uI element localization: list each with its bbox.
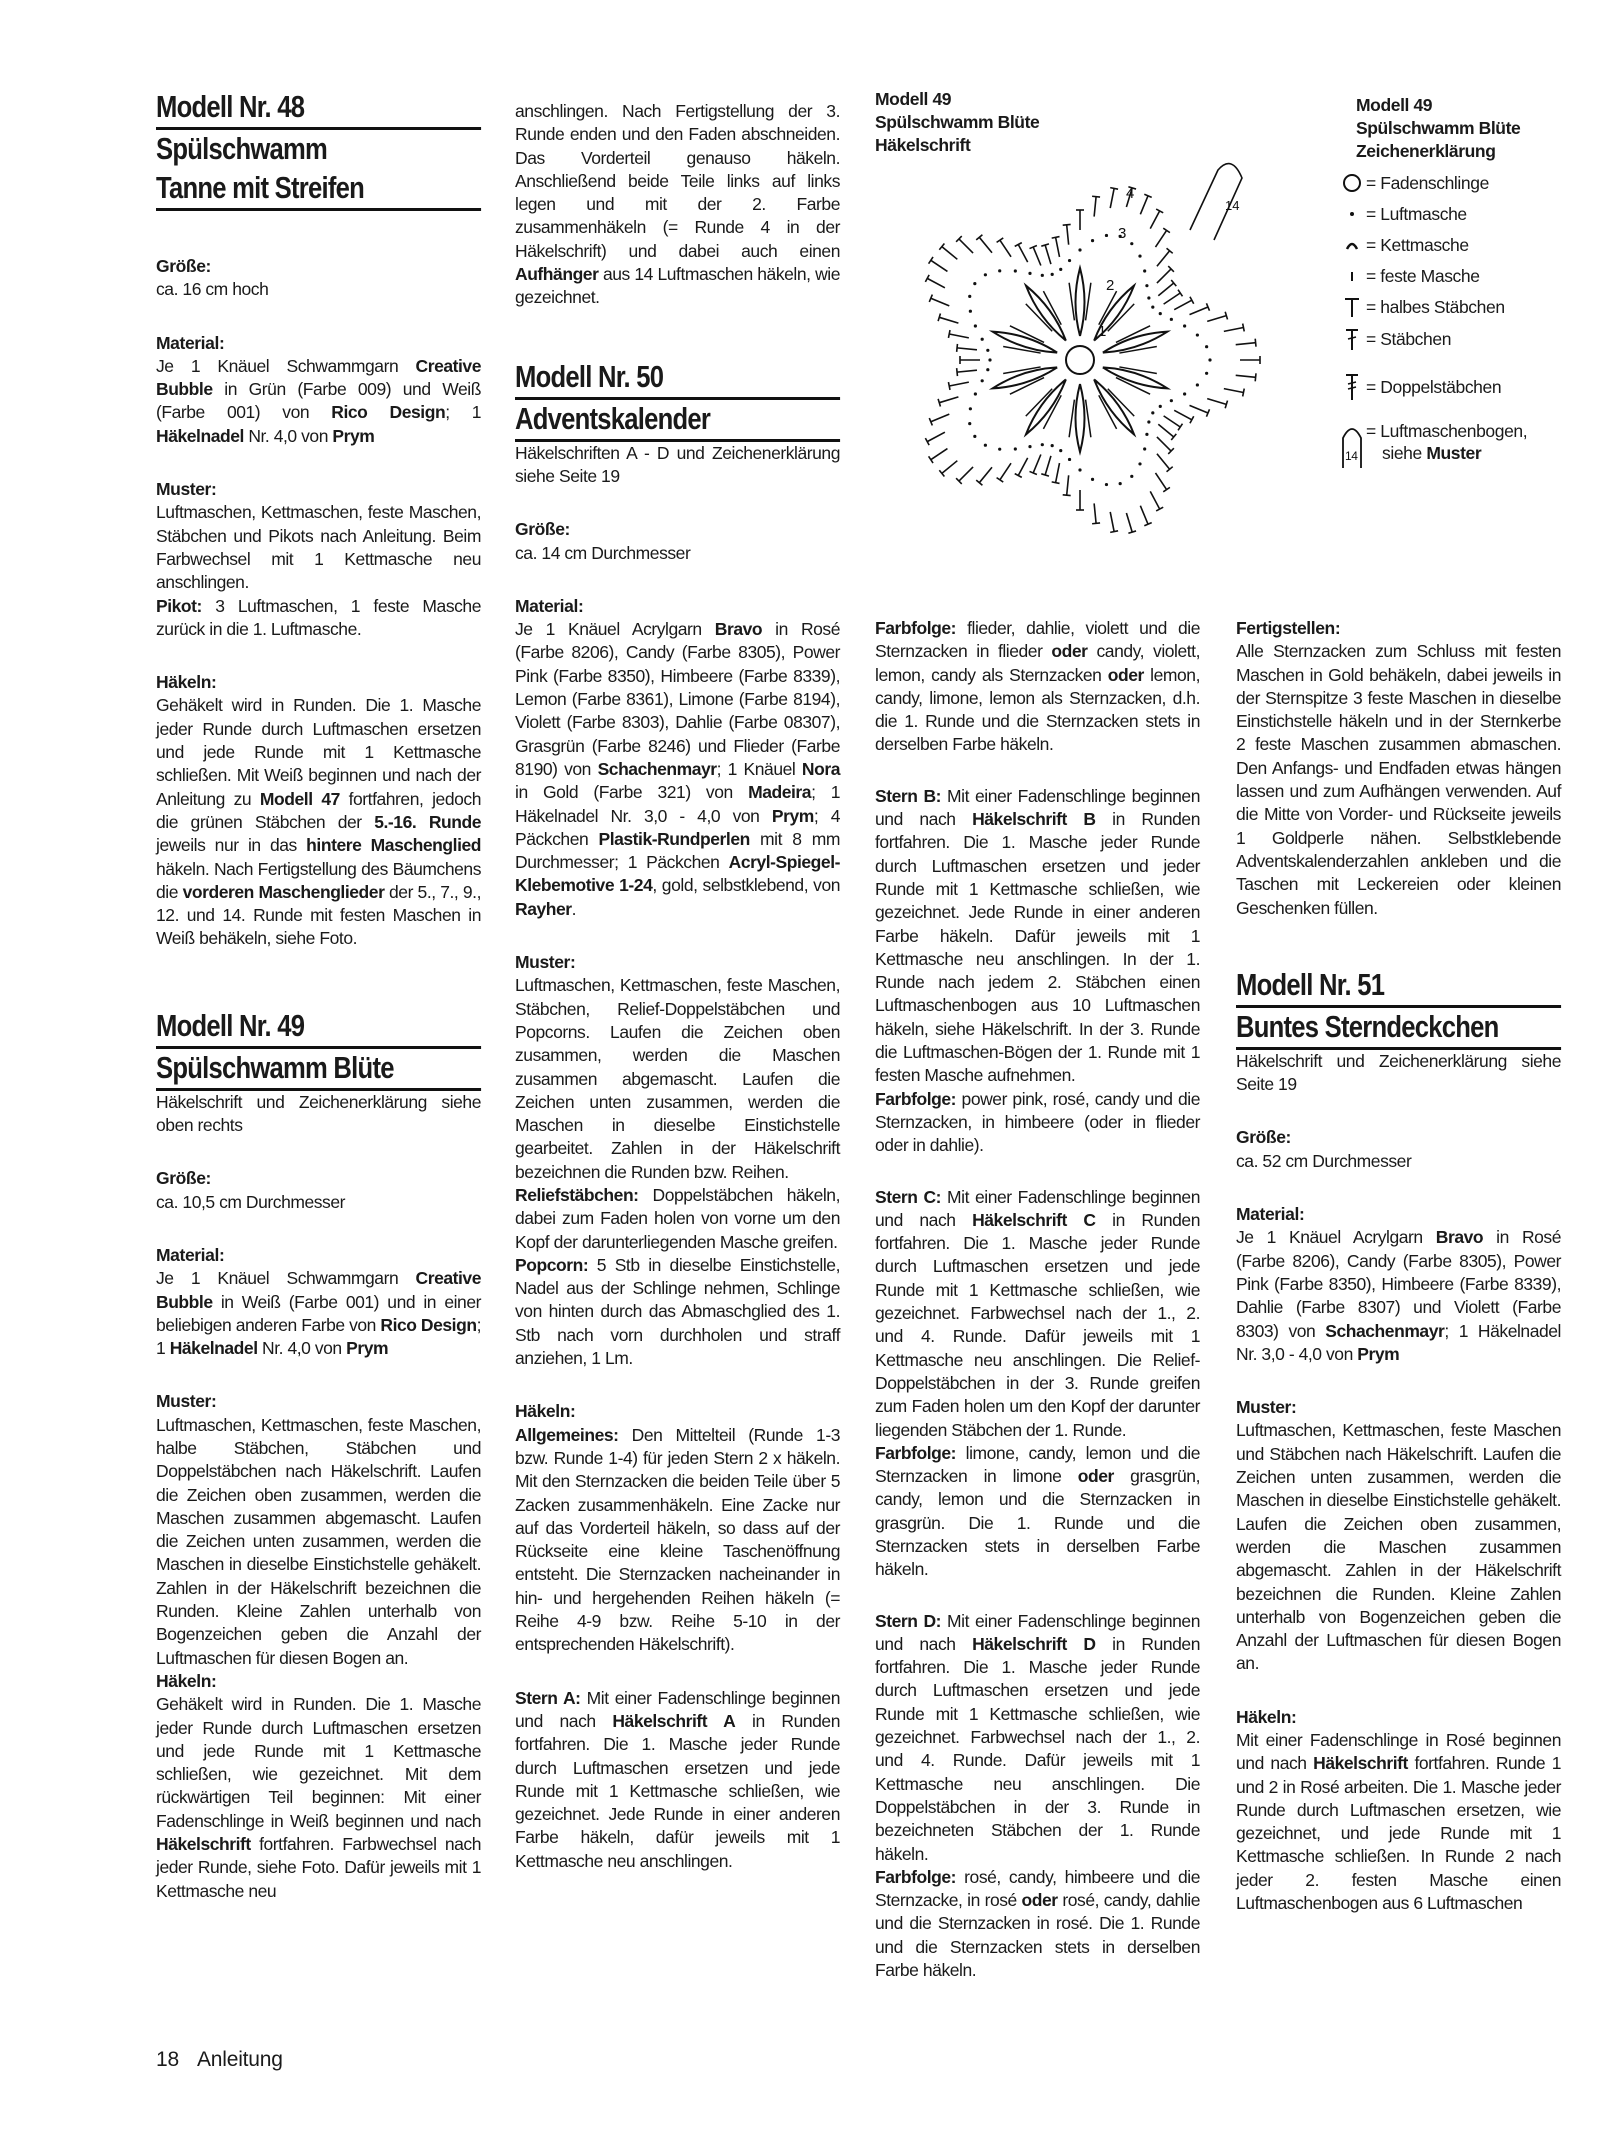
star-b-text: Stern B: Mit einer Fadenschlinge beginnen und nach Häkelschrift B in Runden fortfahren. Die 1. Masche jeder Runde durch Luftmaschen ersetzen und jeder Runde mit 1 Kettmasche schließen, wie gezeichnet. Jede Runde in einer anderen Farbe häkeln. Dafür jeweils mit 1 Kettmasche neu anschlingen. In der 1. Runde nach jedem 2. Stäbchen einen Luftmaschenbogen aus 10 Luftmaschen häkeln, siehe Häkelschrift. In der 3. Runde die Luftmaschen-Bögen der 1. Runde mit 1 festen Masche aufnehmen.	[875, 785, 1200, 1086]
outer-stitch	[957, 370, 977, 372]
outer-stitch	[942, 247, 957, 260]
heading: Häkeln:	[515, 1401, 576, 1422]
heading: Muster:	[156, 479, 217, 500]
half-treble-icon	[1338, 296, 1366, 318]
chain-dot	[1068, 259, 1071, 262]
legend-title	[1356, 94, 1520, 163]
continued-text: anschlingen. Nach Fertigstellung der 3. Runde enden und den Faden abschneiden. Das Vorderteil genauso häkeln. Anschließend beide Teile links auf links legen und mit der 2. Farbe zusammenhäkeln (= Runde 4 in der Häkelschrift) und dabei auch einen Aufhänger aus 14 Luftmaschen häkeln, wie gezeichnet.	[515, 101, 840, 308]
material-text: Je 1 Knäuel Acrylgarn Bravo in Rosé (Farbe 8206), Candy (Farbe 8305), Power Pink (Farbe 8350), Himbeere (Farbe 8339), Lemon (Farbe 8361), Limone (Farbe 8194), Violett (Farbe 8303), Dahlie (Farbe 08307), Grasgrün (Farbe 8246) und Flieder (Farbe 8190) von Schachenmayr; 1 Knäuel Nora in Gold (Farbe 321) von Madeira; 1 Häkelnadel Nr. 3,0 - 4,0 von Prym; 4 Päckchen Plastik-Rundperlen mit 8 mm Durchmesser; 1 Päckchen Acryl-Spiegel-Klebemotive 1-24, gold, selbstklebend, von Rayher.	[515, 619, 841, 919]
bar-icon	[1338, 265, 1366, 287]
column-4	[1236, 617, 1561, 1915]
crochet-text: Gehäkelt wird in Runden. Die 1. Masche jeder Runde durch Luftmaschen ersetzen und jede Runde mit 1 Kettmasche schließen, wie gezeichnet. Mit dem rückwärtigen Teil beginnen: Mit einer Fadenschlinge in Weiß beginnen und nach Häkelschrift fortfahren. Farbwechsel nach jeder Runde, siehe Foto. Dafür jeweils mit 1 Kettmasche neu	[156, 1694, 481, 1901]
outer-stitch	[931, 414, 949, 422]
treble-stitch	[1069, 400, 1074, 438]
chain-dot	[1151, 411, 1154, 414]
chain-dot	[1068, 458, 1071, 461]
stitch-top	[957, 368, 958, 376]
title-line: Modell Nr. 48	[156, 88, 481, 130]
outer-stitch	[1158, 283, 1173, 296]
chain-dot	[1145, 433, 1148, 436]
outer-stitch	[1067, 475, 1069, 495]
chain-dot	[1130, 475, 1133, 478]
color-sequence-text: Farbfolge: flieder, dahlie, violett und die Sternzacken in flieder oder candy, violett, lemon, candy als Sternzacken oder lemon, candy, limone, lemon als Sternzacken, d.h. die 1. Runde und die Sternzacken stets in derselben Farbe häkeln.	[875, 618, 1200, 755]
stitch-top	[1092, 523, 1100, 524]
stitch-top	[1092, 196, 1100, 197]
diagram-title-line: Modell 49	[875, 89, 952, 109]
section-label: Anleitung	[196, 2048, 283, 2071]
stitch-top	[1052, 237, 1060, 239]
outer-stitch	[1207, 399, 1226, 405]
outer-stitch	[1000, 463, 1011, 480]
arch-count: 14	[1345, 449, 1358, 463]
lead-text: Häkelschrift und Zeichenerklärung siehe Seite 19	[1236, 1050, 1561, 1095]
title-line: Spülschwamm	[156, 132, 328, 166]
chain-dot	[1183, 392, 1186, 395]
stitch-top	[929, 456, 933, 463]
legend-row	[1338, 172, 1489, 194]
outer-stitch	[1094, 503, 1096, 523]
crochet-text: Mit einer Fadenschlinge in Rosé beginnen und nach Häkelschrift fortfahren. Runde 1 und 2 in Rosé arbeiten. Die 1. Masche jeder Runde durch Luftmaschen ersetzen, wie gezeichnet, und jede Runde mit 1 Kettmasche schließen. In Runde 2 nach jeder 2. festen Masche einen Luftmaschenbogen aus 6 Luftmaschen	[1236, 1729, 1562, 1914]
outer-stitch	[1189, 307, 1207, 315]
popcorn-text: Popcorn: 5 Stb in dieselbe Einstichstelle, Nadel aus der Schlinge nehmen, Schlinge von hinten durch das Abmaschglied des 1. Stb nach vorn durchholen und straff anziehen, 1 Lm.	[515, 1254, 840, 1369]
legend-label: = Doppelstäbchen	[1366, 376, 1502, 397]
title-line: Modell Nr. 49	[156, 1007, 481, 1049]
legend-title-line: Modell 49	[1356, 95, 1433, 115]
stitch-top	[997, 238, 1004, 242]
chain-dot	[968, 422, 971, 425]
column-2	[515, 100, 840, 1873]
outer-stitch	[1189, 405, 1207, 413]
heading: Häkeln:	[1236, 1706, 1297, 1727]
chain-dot	[1196, 383, 1199, 386]
outer-stitch	[1207, 316, 1226, 322]
color-sequence-text: Farbfolge: power pink, rosé, candy und die Sternzacken, in himbeere (oder in flieder oder in dahlie).	[875, 1088, 1200, 1156]
title-line: Adventskalender	[515, 400, 840, 442]
center-ring	[1066, 346, 1094, 374]
relief-text: Reliefstäbchen: Doppelstäbchen häkeln, dabei zum Faden holen von vorne um den Kopf der darunterliegenden Masche greifen.	[515, 1184, 840, 1252]
chain-dot	[981, 338, 984, 341]
color-sequence-text: Farbfolge: limone, candy, lemon und die Sternzacken in limone oder grasgrün, candy, lemon und die Sternzacken in grasgrün. Die 1. Runde und die Sternzacken stets in derselben Farbe häkeln.	[875, 1442, 1200, 1580]
outer-stitch	[1110, 188, 1114, 208]
chain-dot	[1059, 449, 1062, 452]
outer-stitch	[1157, 251, 1170, 266]
stitch-top	[1225, 312, 1227, 320]
chain-dot	[998, 448, 1001, 451]
chain-dot	[1078, 468, 1081, 471]
stitch-top	[938, 313, 940, 321]
outer-stitch	[949, 334, 969, 338]
model-49-title	[156, 1007, 481, 1091]
petal-stitch	[993, 332, 1058, 353]
outer-stitch	[1158, 424, 1173, 437]
chain-dot	[1059, 268, 1062, 271]
outer-stitch	[1033, 454, 1041, 472]
outer-stitch	[949, 382, 969, 386]
chain-dot	[1041, 274, 1044, 277]
outer-stitch	[931, 260, 948, 271]
stitch-top	[1243, 389, 1245, 397]
round-label-3: 3	[1118, 225, 1127, 242]
dot-icon	[1338, 203, 1366, 225]
chain-dot	[1170, 318, 1173, 321]
outer-stitch	[1157, 437, 1171, 451]
stitch-top	[948, 382, 950, 390]
outer-stitch	[1236, 375, 1256, 377]
color-sequence-text: Farbfolge: rosé, candy, himbeere und die Sternzacke, in rosé oder rosé, candy, dahlie und die Sternzacken in rosé. Die 1. Runde und die Sternzacken stets in derselben Farbe häkeln.	[875, 1866, 1200, 1981]
arch-count-label: 14	[1225, 198, 1240, 213]
petal-stitch	[993, 367, 1058, 388]
heading: Fertigstellen:	[1236, 618, 1341, 638]
size-text: ca. 14 cm Durchmesser	[515, 542, 691, 563]
treble-stitch	[1069, 283, 1074, 321]
round-label-4: 4	[1126, 185, 1135, 202]
outer-stitch	[1157, 269, 1171, 283]
title-line: Spülschwamm Blüte	[156, 1049, 481, 1091]
chain-dot	[1138, 254, 1141, 257]
model-48-title	[156, 88, 481, 211]
stitch-top	[1052, 482, 1060, 484]
chain-dot	[981, 379, 984, 382]
stitch-top	[1163, 487, 1170, 491]
chain-dot	[1078, 248, 1081, 251]
finishing-text: Alle Sternzacken zum Schluss mit festen Maschen in Gold behäkeln, dabei jeweils in der Sternspitze 3 feste Maschen in dieselbe Einstichstelle häkeln und in der Sternkerbe 2 feste Maschen zusammen abmaschen. Den Anfangs- und Endfaden etwas hängen lassen und zum Aufhängen verwenden. Auf die Mitte von Vorder- und Rückseite jeweils 1 Goldperle nähen. Selbstklebende Adventskalenderzahlen ankleben und die Taschen mit Leckereien oder kleinen Geschenken füllen.	[1236, 641, 1561, 918]
chain-dot	[1151, 305, 1154, 308]
arc-icon	[1338, 234, 1366, 256]
chain-dot	[1028, 272, 1031, 275]
outer-stitch	[979, 467, 992, 482]
petal-stitch	[1026, 379, 1066, 434]
chain-dot	[1145, 284, 1148, 287]
chain-dot	[973, 282, 976, 285]
treble-stitch	[1086, 283, 1091, 321]
outer-stitch	[1164, 293, 1181, 304]
stitch-top	[997, 478, 1004, 482]
round-label-2: 2	[1106, 277, 1115, 294]
outer-stitch	[1140, 196, 1148, 214]
legend-row	[1338, 296, 1505, 318]
outer-stitch	[1155, 230, 1166, 247]
stitch-top	[948, 330, 950, 338]
legend-label: = feste Masche	[1366, 265, 1480, 286]
stitch-top	[1255, 339, 1256, 347]
chain-dot	[973, 435, 976, 438]
outer-stitch	[1157, 454, 1170, 469]
outer-stitch	[1155, 473, 1166, 490]
model-51-title	[1236, 966, 1561, 1050]
star-a-text: Stern A: Mit einer Fadenschlinge beginnen und nach Häkelschrift A in Runden fortfahren. Die 1. Masche jeder Runde durch Luftmaschen ersetzen und jede Runde mit 1 Kettmasche schließen, wie gezeichnet. Jede Runde in einer anderen Farbe häkeln, dafür jeweils mit 1 Kettmasche neu anschlingen.	[515, 1687, 841, 1871]
heading: Größe:	[515, 519, 570, 540]
general-text: Allgemeines: Den Mittelteil (Runde 1-3 bzw. Runde 1-4) für jeden Stern 2 x häkeln. Mit den Sternzacken die beiden Teile über 5 Zacken zusammenhäkeln. Eine Zacke nur auf das Vorderteil häkeln, so dass auf der Rückseite eine kleine Taschenöffnung entsteht. Die Sternzacken nacheinander in hin- und hergehenden Reihen häkeln (= Reihe 4-9 bzw. Reihe 5-10 in der entsprechenden Häkelschrift).	[515, 1424, 840, 1655]
chain-dot	[974, 392, 977, 395]
chain-dot	[1051, 273, 1054, 276]
legend-row	[1338, 328, 1451, 350]
stitch-top	[929, 257, 933, 264]
chain-dot	[1028, 445, 1031, 448]
outer-stitch	[939, 397, 958, 403]
outer-stitch	[1018, 458, 1027, 476]
outer-stitch	[1110, 512, 1114, 532]
chain-dot	[1105, 234, 1108, 237]
outer-stitch	[1174, 410, 1192, 419]
legend-label: = Kettmasche	[1366, 234, 1469, 255]
pattern-text: Luftmaschen, Kettmaschen, feste Maschen, Stäbchen, Relief-Doppelstäbchen und Popcorns. Laufen die Zeichen oben zusammen, werden die Maschen zusammen abgemascht. Laufen die Zeichen unten zusammen, werden die Maschen in dieselbe Einstichstelle gearbeitet. Zahlen in der Häkelschrift bezeichnen die Runden bzw. Reihen.	[515, 975, 840, 1182]
heading: Muster:	[156, 1391, 217, 1412]
chain-dot	[998, 269, 1001, 272]
outer-stitch	[927, 278, 945, 287]
heading: Material:	[1236, 1204, 1305, 1225]
heading: Material:	[156, 332, 225, 353]
legend-label: = Luftmaschenbogen, siehe Muster	[1366, 421, 1528, 463]
stitch-top	[957, 344, 958, 352]
column-3	[875, 617, 1200, 1982]
stitch-top	[1243, 324, 1245, 332]
chain-dot	[1208, 358, 1211, 361]
outer-stitch	[979, 237, 992, 252]
stitch-top	[1110, 188, 1118, 190]
outer-stitch	[1236, 343, 1256, 345]
petal-stitch	[1103, 332, 1168, 353]
model-50-title	[515, 358, 840, 442]
treble-icon	[1338, 328, 1366, 350]
heading: Muster:	[515, 952, 576, 973]
outer-stitch	[1224, 327, 1244, 331]
chain-dot	[968, 295, 971, 298]
legend-label: = Luftmasche	[1366, 203, 1467, 224]
material-text: Je 1 Knäuel Acrylgarn Bravo in Rosé (Farbe 8206), Candy (Farbe 8305), Power Pink (Farbe 8350), Himbeere (Farbe 8339), Dahlie (Farbe 8307) und Violett (Farbe 8303) von Schachenmayr; 1 Häkelnadel Nr. 3,0 - 4,0 von Prym	[1236, 1227, 1561, 1364]
legend-label: = Stäbchen	[1366, 328, 1452, 349]
picot-text: Pikot: 3 Luftmaschen, 1 feste Masche zurück in die 1. Luftmasche.	[156, 595, 481, 639]
heading: Größe:	[1236, 1127, 1291, 1148]
outer-stitch	[1140, 506, 1148, 524]
ring-icon	[1338, 172, 1366, 194]
size-text: ca. 52 cm Durchmesser	[1236, 1150, 1412, 1171]
title-line: Buntes Sterndeckchen	[1236, 1008, 1561, 1050]
heading: Material:	[515, 595, 584, 616]
outer-stitch	[1164, 416, 1181, 427]
stitch-top	[1063, 495, 1071, 496]
heading: Häkeln:	[156, 672, 217, 693]
stitch-top	[1128, 531, 1136, 533]
petal-stitch	[1103, 367, 1168, 388]
pattern-text: Luftmaschen, Kettmaschen, feste Maschen, halbe Stäbchen, Stäbchen und Doppelstäbchen nach Häkelschrift. Laufen die Zeichen oben zusammen, werden die Maschen zusammen abgemascht. Laufen die Zeichen unten zusammen, werden die Maschen in dieselbe Einstichstelle gehäkelt. Zahlen in der Häkelschrift bezeichnen die Runden. Kleine Zahlen unterhalb von Bogenzeichen geben die Anzahl der Luftmaschen für diesen Bogen an.	[156, 1414, 481, 1668]
outer-stitch	[1224, 389, 1244, 393]
legend-row	[1338, 265, 1480, 287]
chain-dot	[1105, 483, 1108, 486]
stitch-top	[1041, 244, 1049, 246]
legend-row	[1338, 234, 1469, 256]
outer-stitch	[1033, 247, 1041, 265]
outer-stitch	[957, 348, 977, 350]
crochet-chart-diagram	[870, 160, 1290, 560]
petal-stitch	[1026, 286, 1066, 341]
column-1	[156, 88, 481, 1903]
chain-dot	[1205, 372, 1208, 375]
chain-dot	[1130, 242, 1133, 245]
stitch-top	[1225, 401, 1227, 409]
lead-text: Häkelschrift und Zeichenerklärung siehe oben rechts	[156, 1091, 481, 1136]
chain-dot	[969, 310, 972, 313]
chain-dot	[984, 444, 987, 447]
outer-stitch	[959, 467, 973, 481]
double-treble-icon	[1338, 372, 1366, 402]
diagram-title-line: Spülschwamm Blüte	[875, 112, 1040, 132]
outer-stitch	[1018, 244, 1027, 262]
outer-stitch	[931, 298, 949, 306]
chain-dot	[1014, 447, 1017, 450]
legend-row	[1338, 372, 1501, 402]
heading: Häkeln:	[156, 1670, 217, 1691]
title-line: Tanne mit Streifen	[156, 169, 481, 211]
chain-dot	[1119, 482, 1122, 485]
treble-stitch	[1086, 400, 1091, 438]
outer-stitch	[959, 239, 973, 253]
stitch-top	[1178, 424, 1182, 431]
chain-dot	[1170, 399, 1173, 402]
legend-title-line: Spülschwamm Blüte	[1356, 118, 1521, 138]
outer-stitch	[1150, 211, 1159, 229]
chain-dot	[1143, 447, 1146, 450]
pattern-text: Luftmaschen, Kettmaschen, feste Maschen, Stäbchen und Pikots nach Anleitung. Beim Farbwechsel mit 1 Kettmasche neu anschlingen.	[156, 502, 481, 593]
petal-stitch	[1094, 379, 1134, 434]
petal-stitch	[1076, 268, 1085, 336]
chain-dot	[1051, 444, 1054, 447]
chain-dot	[1183, 324, 1186, 327]
chain-dot	[986, 368, 989, 371]
stitch-top	[1255, 373, 1256, 381]
chain-dot	[1091, 239, 1094, 242]
outer-stitch	[1000, 240, 1011, 257]
outer-stitch	[1056, 237, 1060, 257]
stitch-top	[1063, 224, 1071, 225]
petal-stitch	[1076, 384, 1085, 452]
page-number: 18	[156, 2048, 179, 2071]
diagram-title-line: Häkelschrift	[875, 135, 971, 155]
chain-dot	[1091, 478, 1094, 481]
outer-stitch	[1067, 225, 1069, 245]
outer-stitch	[939, 317, 958, 323]
heading: Muster:	[1236, 1397, 1297, 1418]
star-d-text: Stern D: Mit einer Fadenschlinge beginnen und nach Häkelschrift D in Runden fortfahren. Die 1. Masche jeder Runde durch Luftmaschen ersetzen und jede Runde mit 1 Kettmasche schließen, wie gezeichnet. Farbwechsel nach der 1., 2. und 4. Runde. Dafür jeweils mit 1 Kettmasche neu anschlingen. Die Doppelstäbchen in der 3. Runde in bezeichneten Stäbchen der 1. Runde häkeln.	[875, 1610, 1200, 1864]
stitch-top	[1110, 531, 1118, 533]
outer-stitch	[1045, 456, 1051, 475]
chain-dot	[986, 349, 989, 352]
heading: Größe:	[156, 256, 211, 276]
stitch-top	[1163, 228, 1170, 232]
pattern-text: Luftmaschen, Kettmaschen, feste Maschen und Stäbchen nach Häkelschrift. Laufen die Zeichen unten zusammen, werden die Maschen in dieselbe Einstichstelle gehäkelt. Laufen die Zeichen oben zusammen, werden die Maschen zusammen abgemascht. Zahlen in der Häkelschrift bezeichnen die Runden. Kleine Zahlen unterhalb von Bogenzeichen geben die Anzahl der Luftmaschen für diesen Bogen an.	[1236, 1420, 1561, 1674]
outer-stitch	[1056, 463, 1060, 483]
legend-row	[1338, 420, 1527, 470]
star-c-text: Stern C: Mit einer Fadenschlinge beginnen und nach Häkelschrift C in Runden fortfahren. Die 1. Masche jeder Runde durch Luftmaschen ersetzen und jede Runde mit 1 Kettmasche schließen, wie gezeichnet. Farbwechsel nach der 1., 2. und 4. Runde. Dafür jeweils mit 1 Kettmasche neu anschlingen. Die Relief-Doppelstäbchen in der 3. Runde greifen zum Faden holen um den Kopf der darunter liegenden Stäbchen der 1. Runde.	[875, 1186, 1200, 1440]
material-text: Je 1 Knäuel Schwammgarn Creative Bubble in Grün (Farbe 009) und Weiß (Farbe 001) von Rico Design; 1 Häkelnadel Nr. 4,0 von Prym	[156, 355, 482, 446]
outer-stitch	[942, 461, 957, 474]
material-text: Je 1 Knäuel Schwammgarn Creative Bubble in Weiß (Farbe 001) und in einer beliebigen anderen Farbe von Rico Design; 1 Häkelnadel Nr. 4,0 von Prym	[156, 1268, 481, 1359]
chain-dot	[988, 358, 991, 361]
diagram-title	[875, 88, 1039, 157]
heading: Material:	[156, 1244, 225, 1265]
chain-dot	[1138, 462, 1141, 465]
crochet-text: Gehäkelt wird in Runden. Die 1. Masche jeder Runde durch Luftmaschen ersetzen und jede Runde mit 1 Kettmasche schließen. Mit Weiß beginnen und nach der Anleitung zu Modell 47 fortfahren, jedoch die grünen Stäbchen der 5.-16. Runde jeweils nur in das hintere Maschenglied häkeln. Nach Fertigstellung des Bäumchens die vorderen Maschenglieder der 5., 7., 9., 12. und 14. Runde mit festen Maschen in Weiß behäkeln, siehe Foto.	[156, 695, 482, 949]
heading: Größe:	[156, 1168, 211, 1189]
stitch-top	[938, 399, 940, 407]
size-text: ca. 16 cm hoch	[156, 279, 269, 300]
legend-row	[1338, 203, 1467, 225]
chain-dot	[969, 407, 972, 410]
chain-dot	[1147, 420, 1150, 423]
chain-dot	[1014, 269, 1017, 272]
legend-label: = Fadenschlinge	[1366, 172, 1489, 193]
chain-arch-icon	[1338, 420, 1366, 470]
round-label-1: 1	[1098, 323, 1107, 340]
legend-title-line: Zeichenerklärung	[1356, 141, 1496, 161]
chain-dot	[1159, 405, 1162, 408]
chain-dot	[1205, 345, 1208, 348]
chain-dot	[1041, 443, 1044, 446]
outer-stitch	[1094, 197, 1096, 217]
page-footer	[156, 2048, 301, 2072]
outer-stitch	[1045, 245, 1051, 264]
outer-stitch	[931, 449, 948, 460]
title-line: Modell Nr. 51	[1236, 966, 1561, 1008]
outer-stitch	[1174, 300, 1192, 309]
outer-stitch	[927, 432, 945, 441]
chain-dot	[1159, 312, 1162, 315]
lead-text: Häkelschriften A - D und Zeichenerklärung siehe Seite 19	[515, 442, 840, 486]
title-line: Modell Nr. 50	[515, 358, 840, 400]
chain-dot	[974, 324, 977, 327]
outer-stitch	[1126, 513, 1132, 532]
size-text: ca. 10,5 cm Durchmesser	[156, 1191, 346, 1212]
legend-label: = halbes Stäbchen	[1366, 296, 1505, 317]
stitch-top	[1041, 474, 1049, 476]
outer-stitch	[1150, 491, 1159, 509]
chain-dot	[1196, 333, 1199, 336]
stitch-top	[1178, 290, 1182, 297]
chain-dot	[984, 273, 987, 276]
chain-dot	[1147, 296, 1150, 299]
chain-dot	[1143, 269, 1146, 272]
